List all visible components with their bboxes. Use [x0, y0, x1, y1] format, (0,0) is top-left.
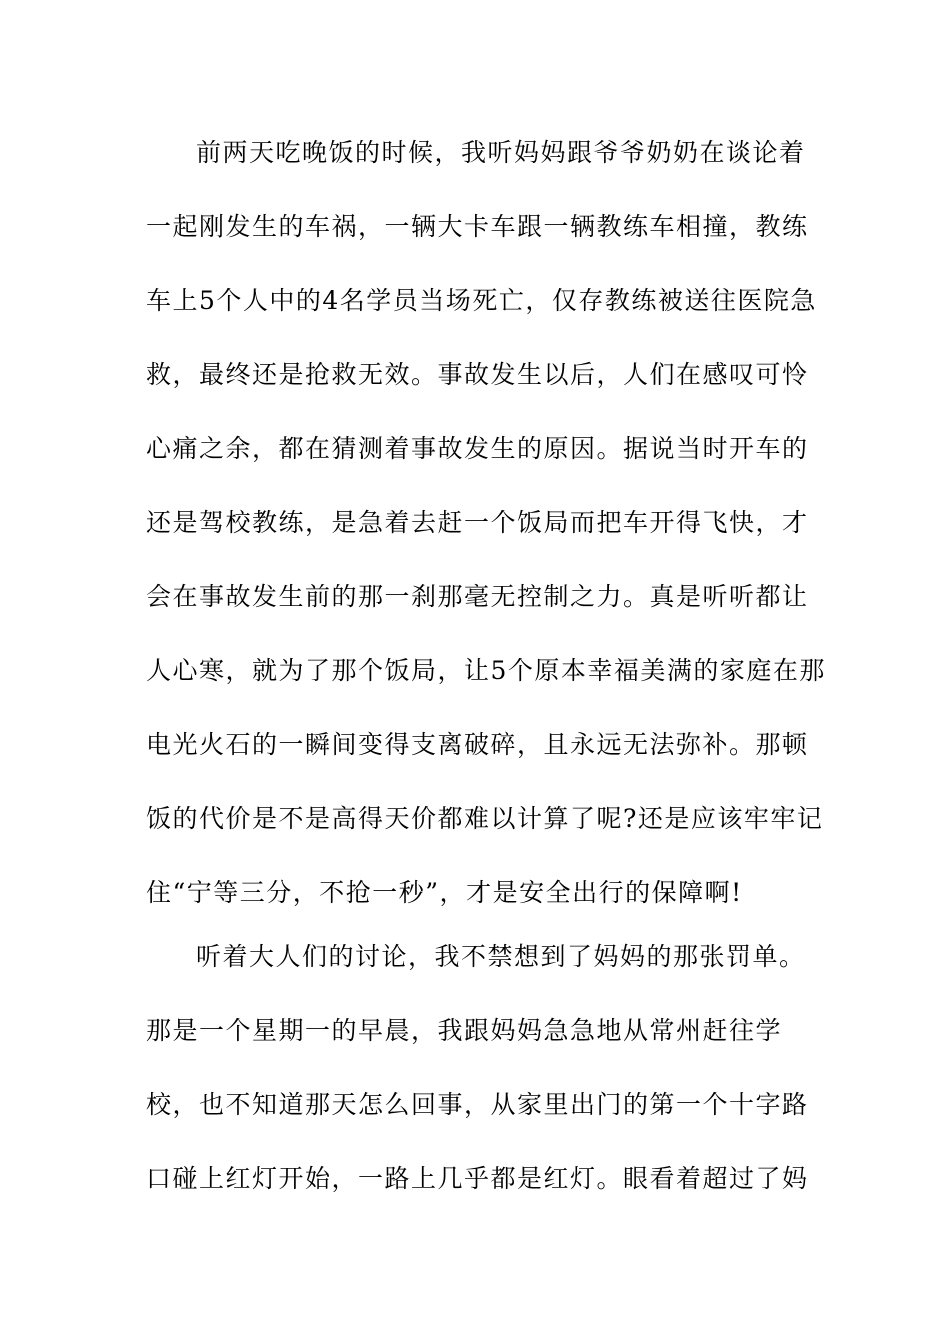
paragraph-line: 饭的代价是不是高得天价都难以计算了呢?还是应该牢牢记: [146, 804, 824, 833]
paragraph-line: 校，也不知道那天怎么回事，从家里出门的第一个十字路: [146, 1090, 809, 1119]
paragraph-line: 心痛之余，都在猜测着事故发生的原因。据说当时开车的: [146, 434, 809, 463]
paragraph-line: 前两天吃晚饭的时候，我听妈妈跟爷爷奶奶在谈论着: [196, 138, 806, 167]
paragraph-line: 还是驾校教练，是急着去赶一个饭局而把车开得飞快，才: [146, 508, 809, 537]
paragraph-line: 听着大人们的讨论，我不禁想到了妈妈的那张罚单。: [196, 942, 806, 971]
paragraph-line: 一起刚发生的车祸，一辆大卡车跟一辆教练车相撞，教练: [146, 212, 809, 241]
paragraph-line: 住“宁等三分，不抢一秒”，才是安全出行的保障啊!: [146, 878, 743, 907]
paragraph-line: 那是一个星期一的早晨，我跟妈妈急急地从常州赶往学: [146, 1016, 783, 1045]
paragraph-line: 电光火石的一瞬间变得支离破碎，且永远无法弥补。那顿: [146, 730, 809, 759]
paragraph-line: 人心寒，就为了那个饭局，让5个原本幸福美满的家庭在那: [146, 656, 826, 685]
paragraph-line: 口碰上红灯开始，一路上几乎都是红灯。眼看着超过了妈: [146, 1164, 809, 1193]
paragraph-line: 会在事故发生前的那一刹那毫无控制之力。真是听听都让: [146, 582, 809, 611]
paragraph-line: 救，最终还是抢救无效。事故发生以后，人们在感叹可怜: [146, 360, 809, 389]
paragraph-line: 车上5个人中的4名学员当场死亡，仅存教练被送往医院急: [146, 286, 817, 315]
